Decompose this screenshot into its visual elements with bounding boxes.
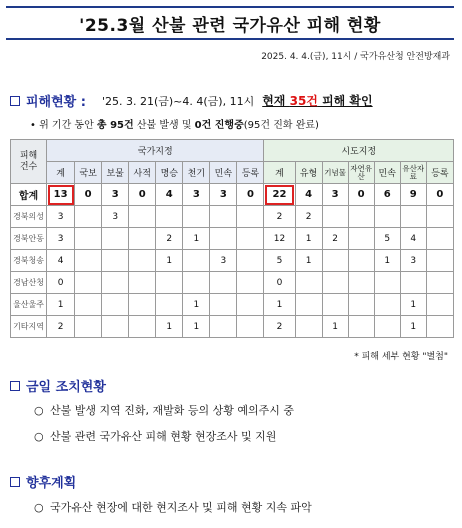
table-cell [295, 272, 322, 294]
table-cell [129, 294, 156, 316]
total-row [11, 184, 454, 206]
table-cell [426, 250, 453, 272]
table-cell [237, 206, 264, 228]
table-cell: 0 [264, 272, 295, 294]
table-cell: 3 [210, 184, 237, 206]
row-label: 합계 [11, 184, 47, 206]
section-today-actions [10, 376, 106, 395]
column-header: 등록 [426, 162, 453, 184]
table-cell [183, 250, 210, 272]
table-cell: 2 [295, 206, 322, 228]
table-cell: 1 [47, 294, 75, 316]
table-body [11, 184, 454, 338]
table-cell [237, 272, 264, 294]
damage-count: 35건 [289, 94, 318, 108]
group-national: 국가지정 [47, 140, 264, 162]
table-cell [426, 316, 453, 338]
table-cell: 0 [75, 184, 102, 206]
column-header: 기념물 [322, 162, 348, 184]
table-cell [322, 250, 348, 272]
period-text: '25. 3. 21(금)~4. 4(금), 11시 [101, 94, 255, 108]
fire-summary-bullet: • 위 기간 동안 총 95건 산불 발생 및 0건 진행중(95건 진화 완료) [30, 120, 319, 131]
table-cell [210, 316, 237, 338]
row-label: 경북의성 [11, 206, 47, 228]
table-cell: 1 [183, 294, 210, 316]
column-header: 민속 [374, 162, 400, 184]
annex-note: * 피해 세부 현황 "별첨" [354, 352, 448, 362]
table-cell [102, 316, 129, 338]
table-cell [426, 228, 453, 250]
table-cell [374, 294, 400, 316]
table-row [11, 228, 454, 250]
table-cell: 4 [400, 228, 426, 250]
column-header: 사적 [129, 162, 156, 184]
column-header: 등록 [237, 162, 264, 184]
table-cell [183, 272, 210, 294]
table-cell: 1 [156, 250, 183, 272]
table-cell [75, 250, 102, 272]
table-cell: 0 [47, 272, 75, 294]
table-cell [374, 272, 400, 294]
circle-bullet-icon: ○ [34, 404, 44, 417]
table-cell [322, 272, 348, 294]
table-cell [426, 206, 453, 228]
table-cell [210, 272, 237, 294]
table-cell [237, 294, 264, 316]
table-cell [426, 294, 453, 316]
table-cell [400, 206, 426, 228]
page-title: '25.3월 산불 관련 국가유산 피해 현황 [79, 15, 381, 36]
table-cell [102, 294, 129, 316]
list-item: ○ 국가유산 현장에 대한 현지조사 및 피해 현황 지속 파악 [34, 501, 312, 514]
table-cell [374, 316, 400, 338]
table-cell [322, 294, 348, 316]
row-label: 울산울주 [11, 294, 47, 316]
column-header: 계 [47, 162, 75, 184]
table-cell: 2 [264, 206, 295, 228]
table-cell: 0 [426, 184, 453, 206]
table-row [11, 294, 454, 316]
table-cell: 4 [47, 250, 75, 272]
section-heading: 향후계획 [26, 476, 77, 491]
table-cell [295, 316, 322, 338]
column-header: 천기 [183, 162, 210, 184]
table-row [11, 250, 454, 272]
table-cell [426, 272, 453, 294]
section-future-plan [10, 472, 76, 491]
column-header: 국보 [75, 162, 102, 184]
title-banner [6, 6, 454, 40]
row-label: 경북청송 [11, 250, 47, 272]
table-cell: 4 [156, 184, 183, 206]
table-cell [210, 294, 237, 316]
damage-table [10, 139, 454, 338]
table-cell [129, 228, 156, 250]
table-cell [156, 272, 183, 294]
table-cell: 2 [322, 228, 348, 250]
column-header: 보물 [102, 162, 129, 184]
table-cell: 1 [295, 250, 322, 272]
column-header: 계 [264, 162, 295, 184]
table-cell [348, 316, 374, 338]
table-cell [75, 272, 102, 294]
section-heading: 피해현황 : [26, 95, 86, 110]
table-cell: 1 [400, 316, 426, 338]
table-cell [400, 272, 426, 294]
table-cell [374, 206, 400, 228]
table-cell [237, 228, 264, 250]
table-cell [183, 206, 210, 228]
table-cell: 1 [183, 228, 210, 250]
row-label: 경남산청 [11, 272, 47, 294]
table-cell [75, 316, 102, 338]
table-cell: 3 [322, 184, 348, 206]
column-header: 명승 [156, 162, 183, 184]
column-header: 유형 [295, 162, 322, 184]
table-cell [348, 272, 374, 294]
current-count-highlight: 현재 35건 피해 확인 [262, 94, 373, 108]
table-cell: 3 [47, 228, 75, 250]
circle-bullet-icon: ○ [34, 501, 44, 514]
table-cell: 1 [374, 250, 400, 272]
square-bullet-icon [10, 477, 20, 487]
table-cell [348, 250, 374, 272]
column-header: 자연유산 [348, 162, 374, 184]
table-cell [322, 206, 348, 228]
section-damage-status [10, 91, 373, 110]
table-cell: 1 [400, 294, 426, 316]
row-label: 기타지역 [11, 316, 47, 338]
table-cell [75, 206, 102, 228]
table-cell: 3 [102, 206, 129, 228]
table-cell: 5 [264, 250, 295, 272]
table-cell: 3 [183, 184, 210, 206]
table-cell [210, 206, 237, 228]
table-cell: 1 [156, 316, 183, 338]
table-cell: 12 [264, 228, 295, 250]
column-header-row [11, 162, 454, 184]
table-cell [129, 272, 156, 294]
table-cell [348, 206, 374, 228]
table-cell [75, 228, 102, 250]
table-cell [348, 228, 374, 250]
dateline: 2025. 4. 4.(금), 11시 / 국가유산청 안전방재과 [261, 52, 450, 62]
table-row [11, 316, 454, 338]
table-cell: 1 [295, 228, 322, 250]
table-cell: 22 [264, 184, 295, 206]
table-cell [102, 228, 129, 250]
table-cell: 3 [210, 250, 237, 272]
table-cell [156, 206, 183, 228]
table-cell: 1 [264, 294, 295, 316]
square-bullet-icon [10, 96, 20, 106]
circle-bullet-icon: ○ [34, 430, 44, 443]
table-cell: 9 [400, 184, 426, 206]
table-row [11, 272, 454, 294]
table-cell [129, 250, 156, 272]
table-cell: 0 [129, 184, 156, 206]
table-cell: 0 [237, 184, 264, 206]
table-cell [237, 250, 264, 272]
table-cell [129, 316, 156, 338]
list-item: ○ 산불 관련 국가유산 피해 현황 현장조사 및 지원 [34, 430, 277, 443]
list-item: ○ 산불 발생 지역 진화, 재발화 등의 상황 예의주시 중 [34, 404, 294, 417]
table-cell [102, 250, 129, 272]
table-cell: 6 [374, 184, 400, 206]
table-cell: 2 [264, 316, 295, 338]
table-cell: 0 [348, 184, 374, 206]
column-header: 유산자료 [400, 162, 426, 184]
table-cell: 4 [295, 184, 322, 206]
table-cell: 13 [47, 184, 75, 206]
table-corner: 피해 건수 [11, 140, 47, 184]
section-heading: 금일 조치현황 [26, 380, 106, 395]
table-cell: 3 [102, 184, 129, 206]
table-cell [237, 316, 264, 338]
table-cell [102, 272, 129, 294]
table-cell [348, 294, 374, 316]
table-cell: 5 [374, 228, 400, 250]
table-cell [129, 206, 156, 228]
table-cell [156, 294, 183, 316]
table-cell: 3 [400, 250, 426, 272]
group-local: 시도지정 [264, 140, 454, 162]
table-cell [75, 294, 102, 316]
table-cell [210, 228, 237, 250]
square-bullet-icon [10, 381, 20, 391]
table-cell [295, 294, 322, 316]
table-cell: 2 [156, 228, 183, 250]
table-cell: 3 [47, 206, 75, 228]
table-cell: 1 [183, 316, 210, 338]
column-header: 민속 [210, 162, 237, 184]
table-row [11, 206, 454, 228]
table-cell: 1 [322, 316, 348, 338]
row-label: 경북안동 [11, 228, 47, 250]
table-cell: 2 [47, 316, 75, 338]
